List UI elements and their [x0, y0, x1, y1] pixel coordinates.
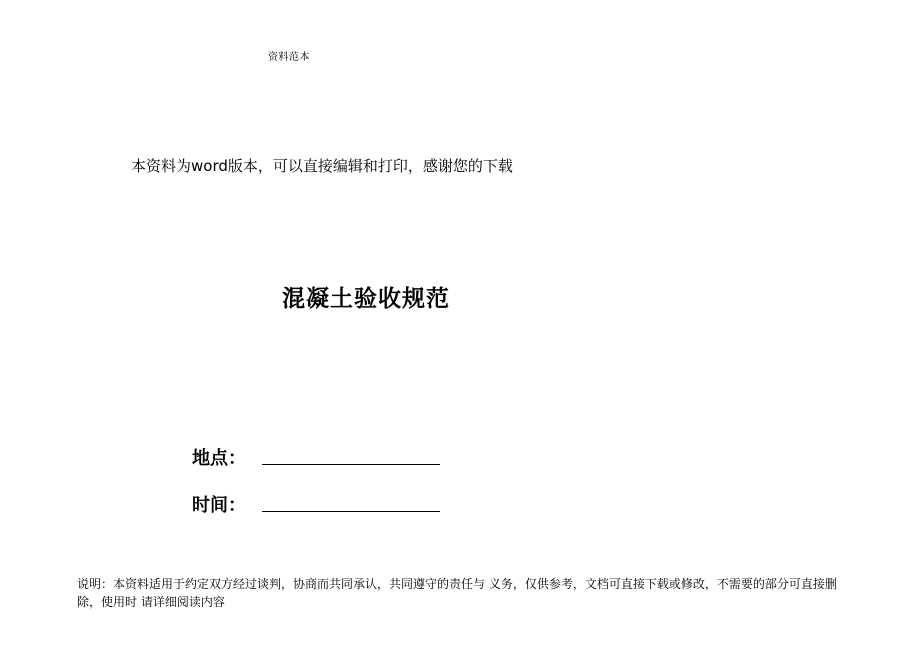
download-notice: 本资料为word版本，可以直接编辑和打印，感谢您的下载: [131, 157, 513, 175]
footer-note: 说明：本资料适用于约定双方经过谈判，协商而共同承认，共同遵守的责任与 义务，仅供参考，文档可直接下载或修改，不需要的部分可直接删除，使用时 请详细阅读内容: [77, 577, 837, 609]
place-label: 地点：: [192, 448, 246, 469]
document-title: 混凝土验收规范: [282, 286, 450, 312]
time-fill-line[interactable]: [262, 511, 440, 512]
header-mark: 资料范本: [268, 52, 310, 63]
place-fill-line[interactable]: [262, 464, 440, 465]
time-label: 时间：: [192, 495, 246, 516]
time-field-row: [192, 489, 440, 517]
place-field-row: [192, 442, 440, 470]
